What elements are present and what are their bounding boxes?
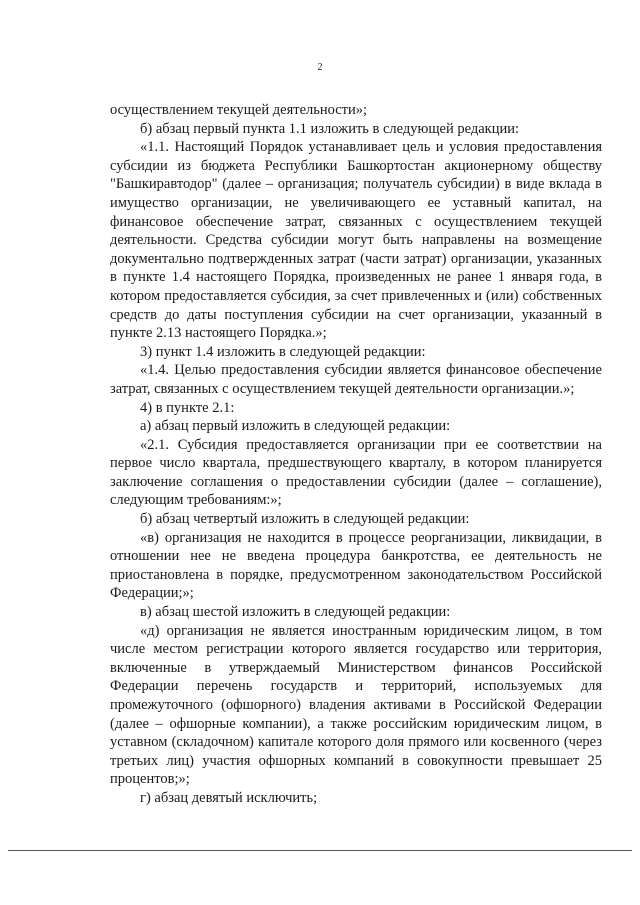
footer-divider bbox=[8, 850, 632, 851]
paragraph: «в) организация не находится в процессе реорганизации, ликвидации, в отношении нее не введена процедура банкротства, ее деятельность не приостановлена в порядке, предусмотренном законодательством Российской Федерации;»; bbox=[110, 529, 602, 602]
paragraph: осуществлением текущей деятельности»; bbox=[110, 102, 368, 118]
paragraph: б) абзац первый пункта 1.1 изложить в следующей редакции: bbox=[140, 120, 520, 137]
paragraph: «1.1. Настоящий Порядок устанавливает цель и условия предоставления субсидии из бюджета Республики Башкортостан акционерному обществу "Башкиравтодор" (далее – организация; получатель субсидии) в виде вклада в имущество организации, не увеличивающего ее уставный капитал, на финансовое обеспечение затрат, связанных с осуществлением текущей деятельности. Средства субсидии могут быть направлены на возмещение документально подтвержденных затрат (части затрат) организации, указанных в пункте 1.4 настоящего Порядка, произведенных не ранее 1 января года, в котором предоставляется субсидия, за счет привлеченных и (или) собственных средств до даты поступления субсидии на счет организации, указанный в пункте 2.13 настоящего Порядка.»; bbox=[110, 139, 602, 342]
paragraph: б) абзац четвертый изложить в следующей редакции: bbox=[140, 511, 470, 528]
paragraph: «д) организация не является иностранным юридическим лицом, в том числе местом регистрации которого является государство или территория, включенные в утверждаемый Министерством финансов Российской Федерации перечень государств и территорий, используемых для промежуточного (офшорного) владения активами в Российской Федерации (далее – офшорные компании), а также российским юридическим лицом, в уставном (складочном) капитале которого доля прямого или косвенного (через третьих лиц) участия офшорных компаний в совокупности превышает 25 процентов;»; bbox=[110, 622, 602, 788]
paragraph: в) абзац шестой изложить в следующей редакции: bbox=[140, 604, 451, 621]
paragraph: 3) пункт 1.4 изложить в следующей редакции: bbox=[140, 343, 426, 360]
paragraph: «1.4. Целью предоставления субсидии является финансовое обеспечение затрат, связанных с осуществлением текущей деятельности организации.»; bbox=[110, 362, 602, 397]
document-body bbox=[110, 101, 602, 808]
paragraph: 4) в пункте 2.1: bbox=[140, 399, 235, 416]
paragraph: г) абзац девятый исключить; bbox=[140, 789, 318, 806]
page-number: 2 bbox=[317, 62, 323, 73]
paragraph: «2.1. Субсидия предоставляется организации при ее соответствии на первое число квартала, предшествующего кварталу, в котором планируется заключение соглашения о предоставлении субсидии (далее – соглашение), следующим требованиям:»; bbox=[110, 436, 602, 509]
paragraph: а) абзац первый изложить в следующей редакции: bbox=[140, 418, 451, 435]
